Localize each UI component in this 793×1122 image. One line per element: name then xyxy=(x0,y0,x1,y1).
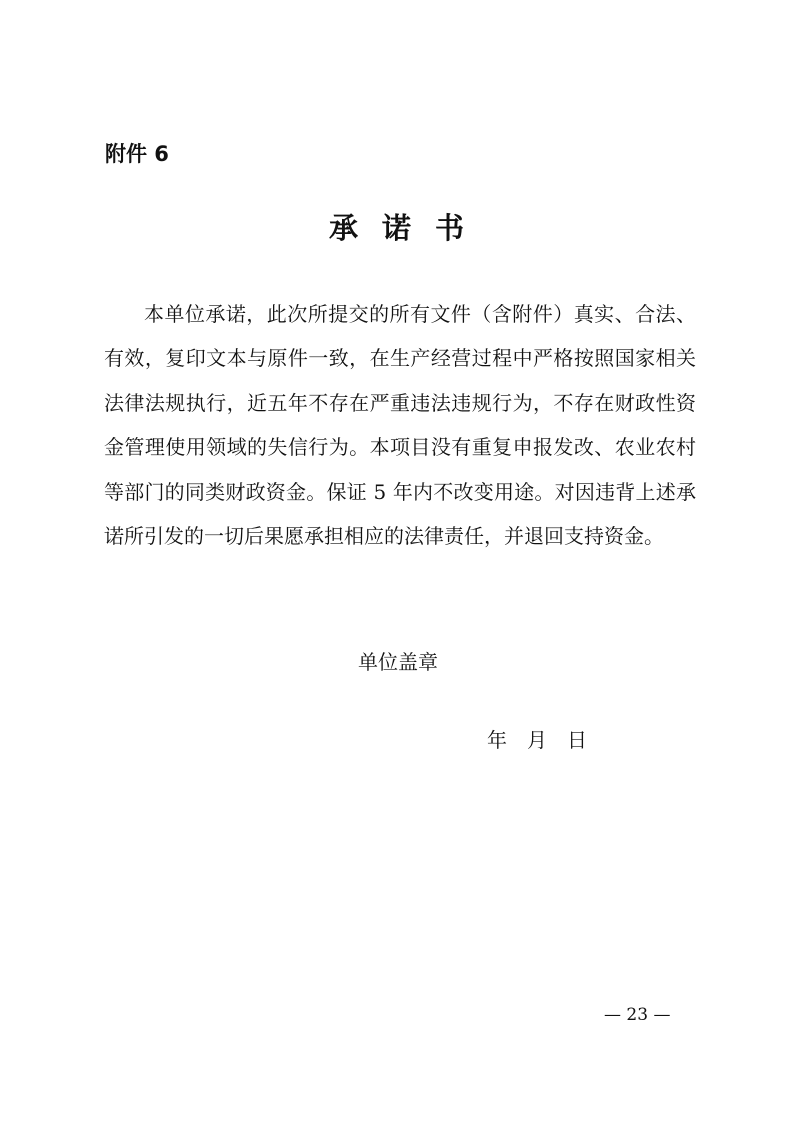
unit-seal-label: 单位盖章 xyxy=(358,650,438,674)
date-day-label: 日 xyxy=(567,728,587,752)
page-number: — 23 — xyxy=(604,1005,671,1025)
date-month-label: 月 xyxy=(527,728,547,752)
attachment-label: 附件 6 xyxy=(105,142,169,166)
commitment-body-text: 本单位承诺，此次所提交的所有文件（含附件）真实、合法、有效，复印文本与原件一致，在生产经营过程中严格按照国家相关法律法规执行，近五年不存在严重违法违规行为，不存在财政性资金管理使用领域的失信行为。本项目没有重复申报发改、农业农村等部门的同类财政资金。保证 5 年内不改变用途。对因违背上述承诺所引发的一切后果愿承担相应的法律责任，并退回支持资金。 xyxy=(104,302,696,549)
date-year-label: 年 xyxy=(487,728,507,752)
document-title: 承诺书 xyxy=(328,211,488,245)
date-line xyxy=(487,724,587,756)
